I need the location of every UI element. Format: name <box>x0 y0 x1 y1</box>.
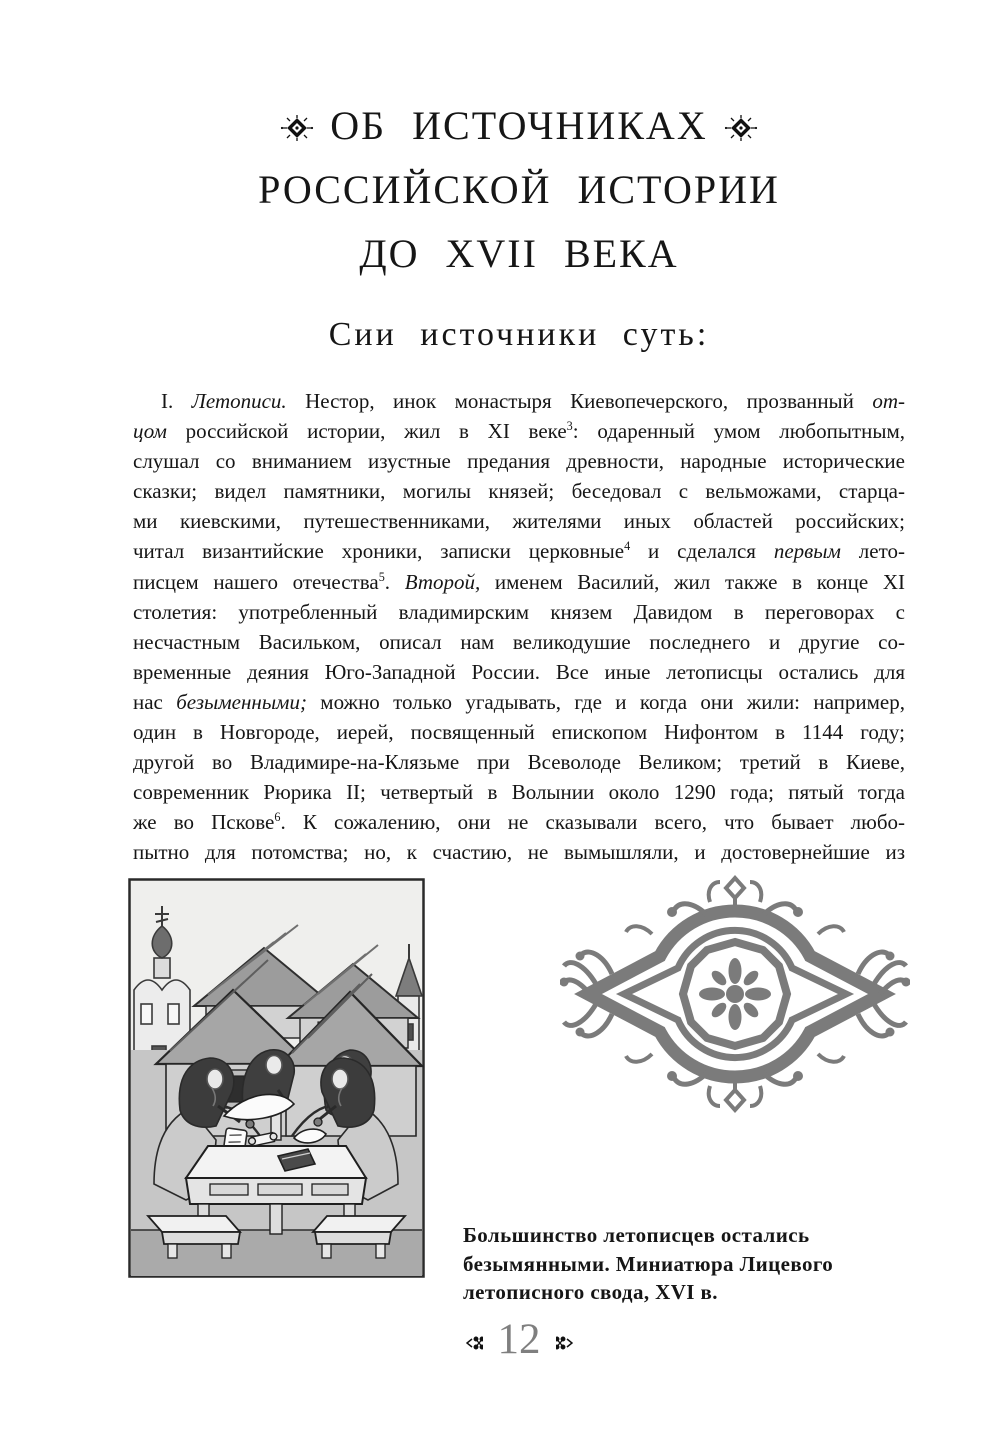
body-line: писцем нашего отечества$^5$. Второй, именем Василий, жил также в конце XI <box>133 569 905 594</box>
body-line: несчастным Васильком, описал нам великодушие последнего и другие со- <box>133 629 905 654</box>
body-line: I. Летописи. Нестор, инок монастыря Киевопечерского, прозванный от- <box>161 389 905 413</box>
body-line: пытно для потомства; но, к счастию, не вымышляли, и достовернейшие из <box>133 840 905 865</box>
body-line: современник Рюрика II; четвертый в Волынии около 1290 года; пятый тогда <box>133 780 905 805</box>
page-number: 12 <box>497 1316 541 1363</box>
floral-vignette-ornament <box>560 872 910 1116</box>
caption-line: Большинство летописцев остались <box>463 1223 810 1247</box>
body-line: столетия: употребленный владимирским князем Давидом в переговорах с <box>133 599 905 624</box>
title-text-1: ОБ ИСТОЧНИКАХ <box>330 103 708 148</box>
chroniclers-miniature-illustration <box>128 878 425 1278</box>
body-line: другой во Владимире-на-Клязьме при Всеволоде Великом; третий в Киеве, <box>133 750 905 775</box>
body-line: ми киевскими, путешественниками, жителями иных областей российских; <box>133 509 905 534</box>
body-paragraph <box>133 386 905 868</box>
caption-line: безымянными. Миниатюра Лицевого <box>463 1251 834 1276</box>
caption-line: летописного свода, XVI в. <box>463 1280 718 1304</box>
body-line: сказки; видел памятники, могилы князей; беседовал с вельможами, старца- <box>133 479 905 504</box>
bowtie-flourish-left-icon <box>466 1335 483 1351</box>
chapter-title <box>133 94 905 286</box>
body-line: временные деяния Юго-Западной России. Все иные летописцы остались для <box>133 659 905 684</box>
section-subtitle: Сии источники суть: <box>328 316 710 353</box>
body-line: слушал со вниманием изустные предания древности, народные исторические <box>133 449 905 474</box>
body-line: же во Пскове$^6$. К сожалению, они не сказывали всего, что бывает любо- <box>133 810 905 835</box>
body-line: нас безыменными; можно только угадывать, где и когда они жили: например, <box>133 689 905 714</box>
chapter-title-line-3: ДО XVII ВЕКА <box>359 231 679 276</box>
body-line: один в Новгороде, иерей, посвященный епископом Нифонтом в 1144 году; <box>133 720 905 745</box>
body-line: цом российской истории, жил в XI веке$^3$: одаренный умом любопытным, <box>133 419 905 444</box>
diamond-rosette-icon <box>724 115 758 141</box>
chapter-title-line-2: РОССИЙСКОЙ ИСТОРИИ <box>258 167 780 212</box>
chapter-title-line-1 <box>133 94 905 158</box>
bowtie-flourish-right-icon <box>556 1335 573 1351</box>
diamond-rosette-icon <box>280 115 314 141</box>
illustration-caption <box>463 1221 893 1307</box>
body-line: читал византийские хроники, записки церковные$^4$ и сделался первым лето- <box>133 539 905 564</box>
page-footer <box>133 1312 905 1368</box>
